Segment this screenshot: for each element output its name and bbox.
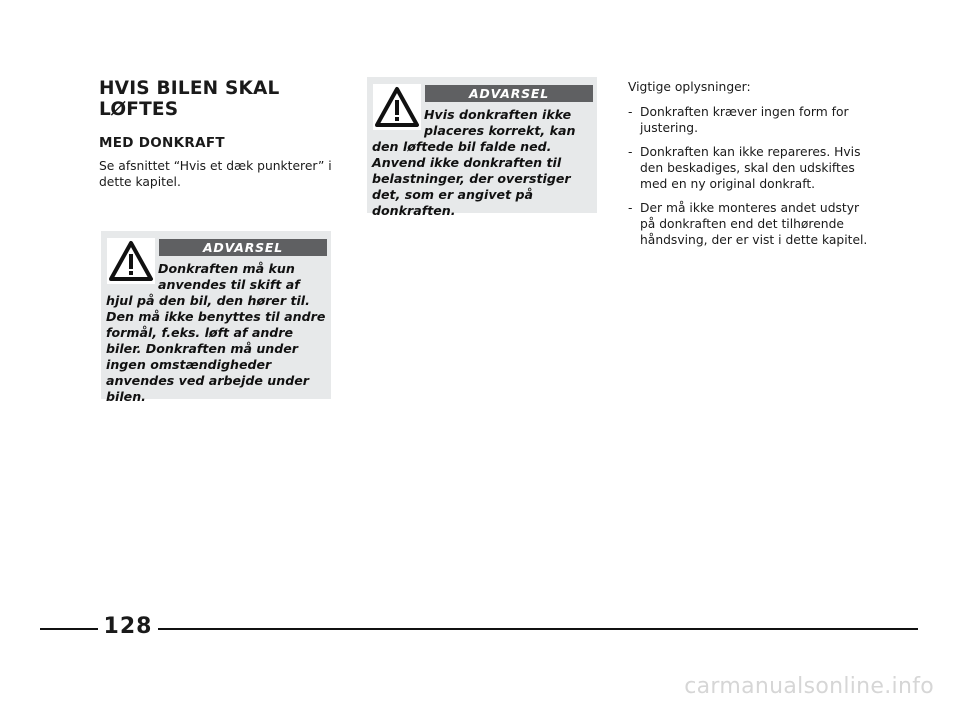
warning-label: ADVARSEL — [425, 85, 593, 102]
section-subtitle: MED DONKRAFT — [99, 135, 225, 151]
list-item — [628, 200, 868, 248]
watermark: carmanualsonline.info — [684, 674, 934, 699]
warning-text — [372, 107, 592, 219]
important-info-column — [628, 79, 868, 256]
section-body: Se afsnittet “Hvis et dæk punkterer” i dette kapitel. — [99, 159, 332, 189]
section-title: HVIS BILEN SKAL LØFTES — [99, 78, 280, 120]
list-item — [628, 144, 868, 192]
info-list — [628, 104, 868, 248]
info-intro: Vigtige oplysninger: — [628, 80, 751, 94]
warning-label: ADVARSEL — [159, 239, 327, 256]
dash-bullet: - — [628, 145, 633, 159]
warning-text-content: Donkraften må kun anvendes til skift af hjul på den bil, den hører til. Den må ikke benyttes til andre formål, f.eks. løft af andre biler. Donkraften må under ingen omstændigheder anvendes ved arbejde under bilen. — [106, 261, 326, 404]
list-item-text: Donkraften kræver ingen form for justering. — [640, 105, 849, 135]
list-item — [628, 104, 868, 136]
footer-rule-left — [40, 628, 98, 630]
footer-rule-right — [158, 628, 918, 630]
dash-bullet: - — [628, 105, 633, 119]
list-item-text: Donkraften kan ikke repareres. Hvis den beskadiges, skal den udskiftes med en ny original donkraft. — [640, 145, 861, 191]
warning-box-jack-usage — [101, 231, 331, 404]
page-number: 128 — [103, 614, 153, 639]
dash-bullet: - — [628, 201, 633, 215]
warning-box-jack-placement — [367, 77, 597, 218]
warning-text-content: Hvis donkraften ikke placeres korrekt, kan den løftede bil falde ned. Anvend ikke donkraften til belastninger, der overstiger det, som er angivet på donkraften. — [372, 107, 576, 218]
warning-text — [106, 261, 326, 405]
list-item-text: Der må ikke monteres andet udstyr på donkraften end det tilhørende håndsving, der er vist i dette kapitel. — [640, 201, 868, 247]
